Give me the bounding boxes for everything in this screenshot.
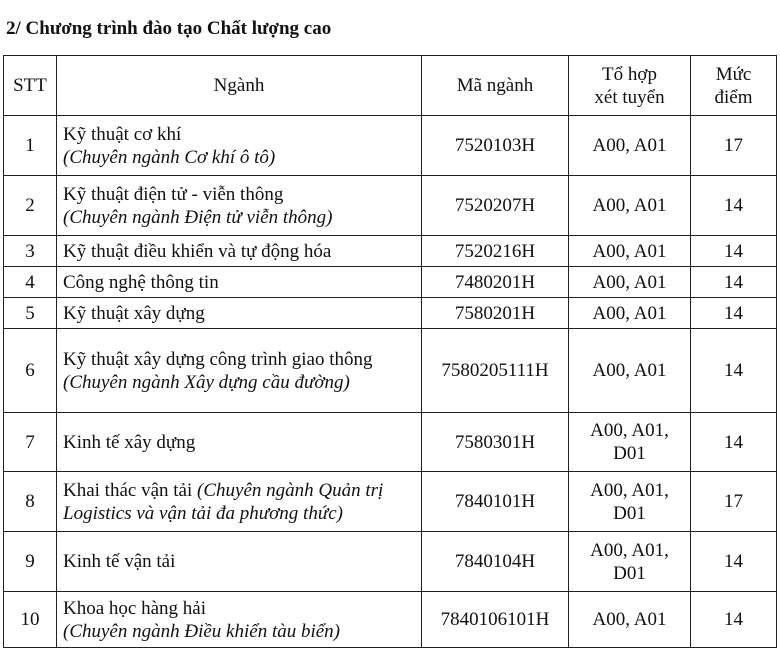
cell-ma-nganh: 7580201H: [422, 298, 569, 329]
major-name: Kỹ thuật xây dựng: [63, 302, 205, 324]
cell-muc-diem: 14: [691, 329, 777, 413]
major-name: Kỹ thuật điện tử - viễn thông: [63, 183, 284, 205]
cell-muc-diem: 14: [691, 298, 777, 329]
cell-nganh: [57, 592, 422, 648]
cell-stt: 8: [4, 472, 57, 532]
cell-muc-diem: 14: [691, 267, 777, 298]
major-name: Kỹ thuật điều khiển và tự động hóa: [63, 240, 332, 262]
specialization: (Chuyên ngành Điều khiển tàu biển): [63, 620, 341, 642]
cell-to-hop: A00, A01, D01: [569, 532, 691, 592]
major-name: Kỹ thuật xây dựng công trình giao thông: [63, 348, 373, 370]
cell-muc-diem: 14: [691, 236, 777, 267]
cell-stt: 1: [4, 116, 57, 176]
cell-nganh: [57, 116, 422, 176]
major-name: Kỹ thuật cơ khí: [63, 123, 182, 145]
cell-ma-nganh: 7520216H: [422, 236, 569, 267]
header-muc-diem: Mức điểm: [691, 56, 777, 116]
cell-to-hop: A00, A01: [569, 592, 691, 648]
cell-to-hop: A00, A01, D01: [569, 413, 691, 472]
table-row: [4, 298, 777, 329]
cell-nganh: [57, 236, 422, 267]
admission-table: [3, 55, 777, 648]
cell-nganh: [57, 176, 422, 236]
specialization: (Chuyên ngành Điện tử viễn thông): [63, 206, 333, 228]
table-row: [4, 176, 777, 236]
table-row: [4, 532, 777, 592]
cell-nganh: [57, 267, 422, 298]
major-name: Khoa học hàng hải: [63, 597, 206, 619]
header-row: [4, 56, 777, 116]
cell-nganh: [57, 472, 422, 532]
section-title: 2/ Chương trình đào tạo Chất lượng cao: [6, 18, 332, 39]
header-to-hop: Tổ hợp xét tuyển: [569, 56, 691, 116]
cell-ma-nganh: 7580301H: [422, 413, 569, 472]
cell-stt: 2: [4, 176, 57, 236]
cell-stt: 4: [4, 267, 57, 298]
cell-stt: 6: [4, 329, 57, 413]
cell-to-hop: A00, A01: [569, 116, 691, 176]
cell-to-hop: A00, A01: [569, 267, 691, 298]
cell-nganh: [57, 298, 422, 329]
table-row: [4, 116, 777, 176]
cell-to-hop: A00, A01: [569, 176, 691, 236]
cell-ma-nganh: 7480201H: [422, 267, 569, 298]
cell-ma-nganh: 7840106101H: [422, 592, 569, 648]
cell-to-hop: A00, A01: [569, 329, 691, 413]
major-name: Kinh tế vận tải: [63, 551, 176, 572]
table-row: [4, 267, 777, 298]
cell-muc-diem: 17: [691, 472, 777, 532]
table-row: [4, 236, 777, 267]
cell-ma-nganh: 7580205111H: [422, 329, 569, 413]
cell-muc-diem: 17: [691, 116, 777, 176]
cell-ma-nganh: 7520207H: [422, 176, 569, 236]
specialization: (Chuyên ngành Cơ khí ô tô): [63, 146, 276, 168]
cell-nganh: [57, 413, 422, 472]
cell-nganh: [57, 329, 422, 413]
cell-ma-nganh: 7840104H: [422, 532, 569, 592]
header-ma-nganh: Mã ngành: [422, 56, 569, 116]
cell-ma-nganh: 7520103H: [422, 116, 569, 176]
cell-muc-diem: 14: [691, 413, 777, 472]
cell-muc-diem: 14: [691, 592, 777, 648]
cell-nganh: [57, 532, 422, 592]
cell-stt: 3: [4, 236, 57, 267]
cell-stt: 10: [4, 592, 57, 648]
cell-to-hop: A00, A01: [569, 298, 691, 329]
cell-to-hop: A00, A01: [569, 236, 691, 267]
major-name: Công nghệ thông tin: [63, 271, 219, 293]
cell-ma-nganh: 7840101H: [422, 472, 569, 532]
specialization: (Chuyên ngành Xây dựng cầu đường): [63, 371, 350, 393]
cell-muc-diem: 14: [691, 532, 777, 592]
table-row: [4, 472, 777, 532]
header-nganh: Ngành: [57, 56, 422, 116]
major-name: Kinh tế xây dựng: [63, 431, 196, 453]
cell-stt: 9: [4, 532, 57, 592]
cell-stt: 5: [4, 298, 57, 329]
table-row: [4, 413, 777, 472]
table-row: [4, 329, 777, 413]
specialization: (Chuyên ngành Quản trị Logistics và vận tải đa phương thức): [63, 479, 384, 524]
cell-stt: 7: [4, 413, 57, 472]
cell-muc-diem: 14: [691, 176, 777, 236]
cell-to-hop: A00, A01, D01: [569, 472, 691, 532]
header-stt: STT: [4, 56, 57, 116]
table-row: [4, 592, 777, 648]
major-name: Khai thác vận tải: [63, 479, 193, 501]
